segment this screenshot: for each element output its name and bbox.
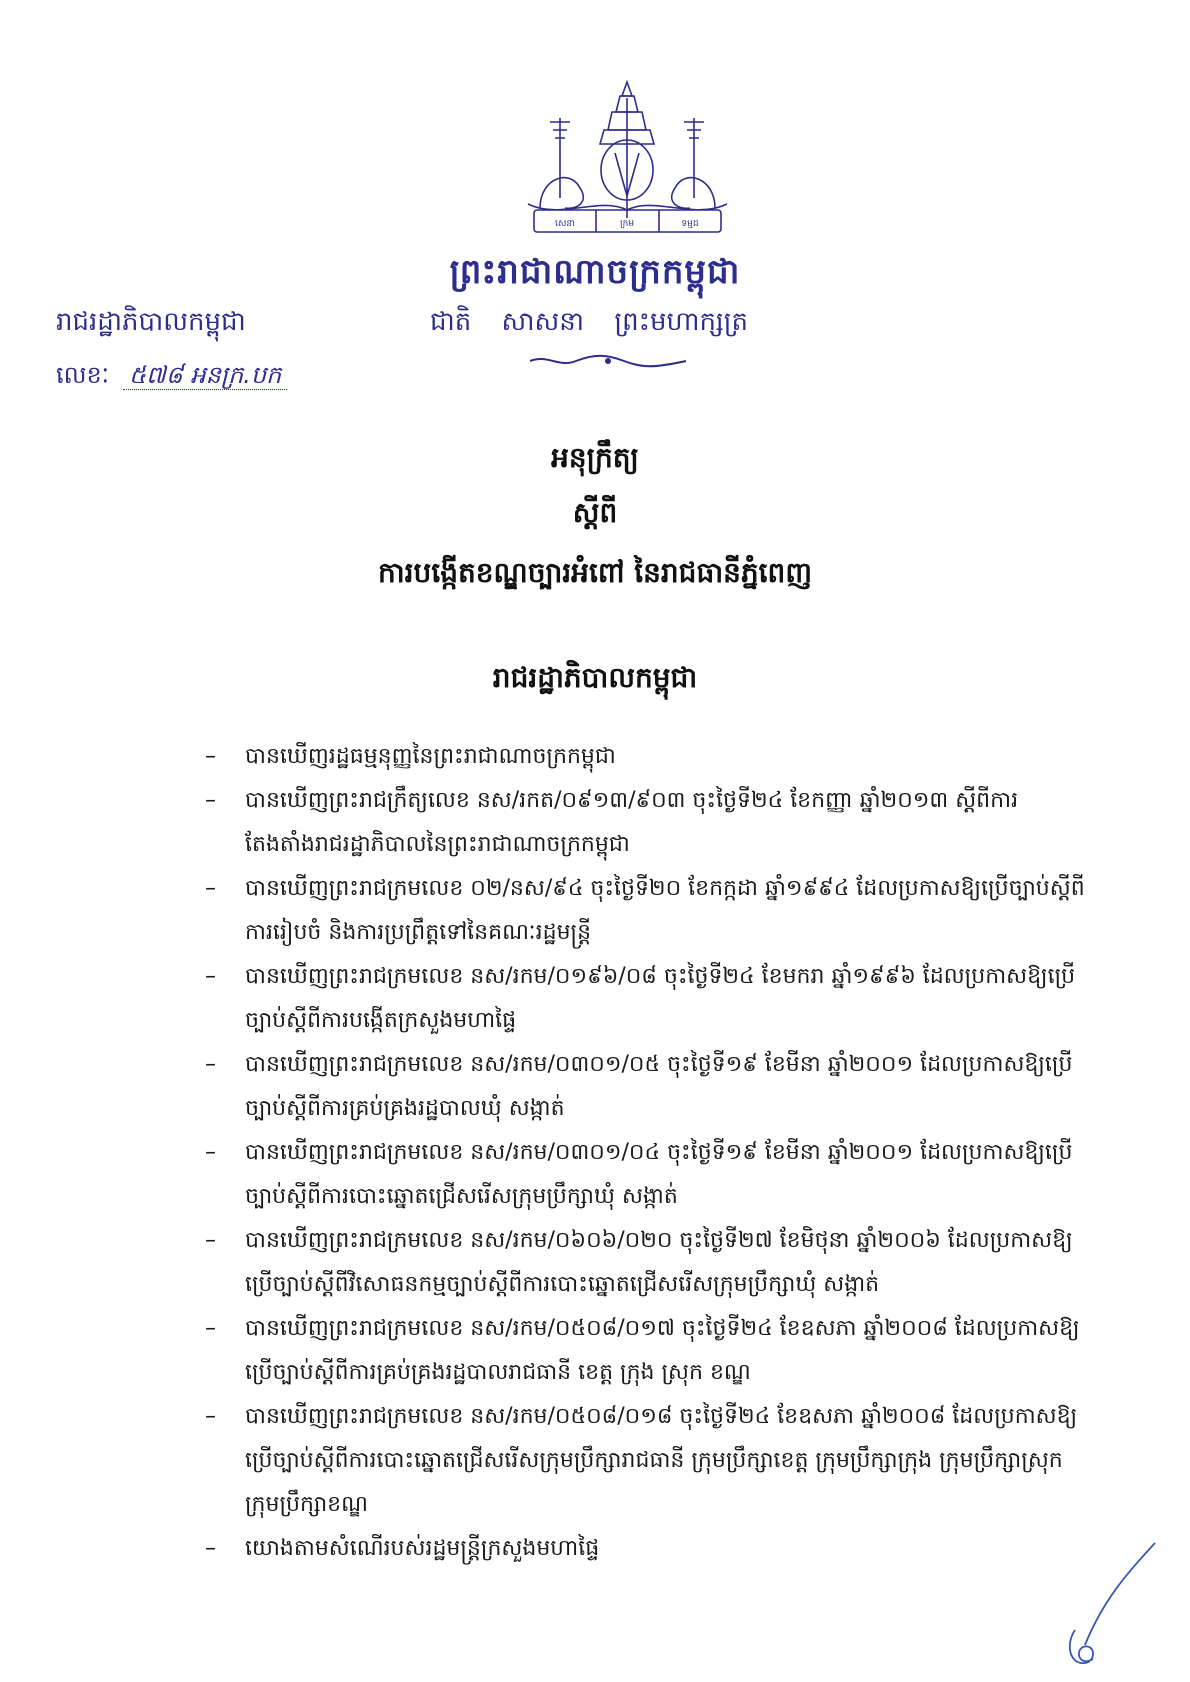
flourish-divider-icon [528,352,688,370]
motto-religion: សាសនា [501,307,585,337]
list-item: – បានឃើញព្រះរាជក្រមលេខ នស/រកម/០១៩៦/០៨ ចុះថ្ងៃទី២៤ ខែមករា ឆ្នាំ១៩៩៦ ដែលប្រកាសឱ្យប្រើច្បាប់ស្ដីពីការបង្កើតក្រសួងមហាផ្ទៃ [205,964,1076,1033]
emblem-label-left: សេនា [555,219,575,229]
kingdom-heading: ព្រះរាជាណាចក្រកម្ពុជា [449,252,741,292]
list-item: – បានឃើញព្រះរាជក្រមលេខ នស/រកម/០៣០១/០៥ ចុះថ្ងៃទី១៩ ខែមីនា ឆ្នាំ២០០១ ដែលប្រកាសឱ្យប្រើច្បាប់ស្ដីពីការគ្រប់គ្រងរដ្ឋបាលឃុំ សង្កាត់ [205,1052,1073,1121]
document-type: អនុក្រឹត្យ [551,441,639,474]
list-item: – បានឃើញព្រះរាជក្រមលេខ នស/រកម/០៥០៨/០១៧ ចុះថ្ងៃទី២៤ ខែឧសភា ឆ្នាំ២០០៨ ដែលប្រកាសឱ្យប្រើច្បាប់ស្ដីពីការគ្រប់គ្រងរដ្ឋបាលរាជធានី ខេត្ត ក្រុង ស្រុក ខណ្ឌ [205,1316,1080,1385]
national-motto [430,305,748,343]
list-item: – បានឃើញព្រះរាជក្រមលេខ នស/រកម/០៦០៦/០២០ ចុះថ្ងៃទី២៧ ខែមិថុនា ឆ្នាំ២០០៦ ដែលប្រកាសឱ្យប្រើច្បាប់ស្ដីពីវិសោធនកម្មច្បាប់ស្ដីពីការបោះឆ្នោតជ្រើសរើសក្រុមប្រឹក្សាឃុំ សង្កាត់ [205,1228,1073,1297]
motto-king: ព្រះមហាក្សត្រ [614,307,749,337]
list-item: – បានឃើញព្រះរាជក្រឹត្យលេខ នស/រកត/០៩១៣/៩០៣ ចុះថ្ងៃទី២៤ ខែកញ្ញា ឆ្នាំ២០១៣ ស្ដីពីការតែងតាំងរាជរដ្ឋាភិបាលនៃព្រះរាជាណាចក្រកម្ពុជា [205,788,1019,857]
list-item: – បានឃើញព្រះរាជក្រមលេខ នស/រកម/០៥០៨/០១៨ ចុះថ្ងៃទី២៤ ខែឧសភា ឆ្នាំ២០០៨ ដែលប្រកាសឱ្យប្រើច្បាប់ស្ដីពីការបោះឆ្នោតជ្រើសរើសក្រុមប្រឹក្សារាជធានី ក្រុមប្រឹក្សាខេត្ត ក្រុមប្រឹក្សាក្រុង ក្រុមប្រឹក្សាស្រុក ក្រុមប្រឹក្សាខណ្ឌ [205,1404,1078,1517]
list-item: – យោងតាមសំណើរបស់រដ្ឋមន្ត្រីក្រសួងមហាផ្ទៃ [205,1536,600,1561]
emblem-label-right: ទម្មដ [681,219,699,229]
list-item: – បានឃើញរដ្ឋធម្មនុញ្ញនៃព្រះរាជាណាចក្រកម្ពុជា [205,744,616,769]
document-issuer: រាជរដ្ឋាភិបាលកម្ពុជា [492,661,698,694]
reference-label: លេខៈ [56,361,110,389]
document-subject: ការបង្កើតខណ្ឌច្បារអំពៅ នៃរាជធានីភ្នំពេញ [378,556,812,589]
document-about: ស្ដីពី [572,496,618,529]
royal-emblem-icon [520,78,735,238]
motto-nation: ជាតិ [430,307,472,337]
preamble-list [205,735,1085,1571]
government-name: រាជរដ្ឋាភិបាលកម្ពុជា [56,307,246,337]
list-item: – បានឃើញព្រះរាជក្រមលេខ ០២/នស/៩៤ ចុះថ្ងៃទី២០ ខែកក្កដា ឆ្នាំ១៩៩៤ ដែលប្រកាសឱ្យប្រើច្បាប់ស្ដីពីការរៀបចំ និងការប្រព្រឹត្តទៅនៃគណៈរដ្ឋមន្ត្រី [205,876,1085,945]
list-item: – បានឃើញព្រះរាជក្រមលេខ នស/រកម/០៣០១/០៤ ចុះថ្ងៃទី១៩ ខែមីនា ឆ្នាំ២០០១ ដែលប្រកាសឱ្យប្រើច្បាប់ស្ដីពីការបោះឆ្នោតជ្រើសរើសក្រុមប្រឹក្សាឃុំ សង្កាត់ [205,1140,1073,1209]
reference-number [56,360,287,395]
emblem-label-center: ក្រម [619,219,635,229]
reference-value: ៥៧៨ អនក្រ.បក [123,361,287,390]
signature-initials-icon [1045,1535,1165,1675]
